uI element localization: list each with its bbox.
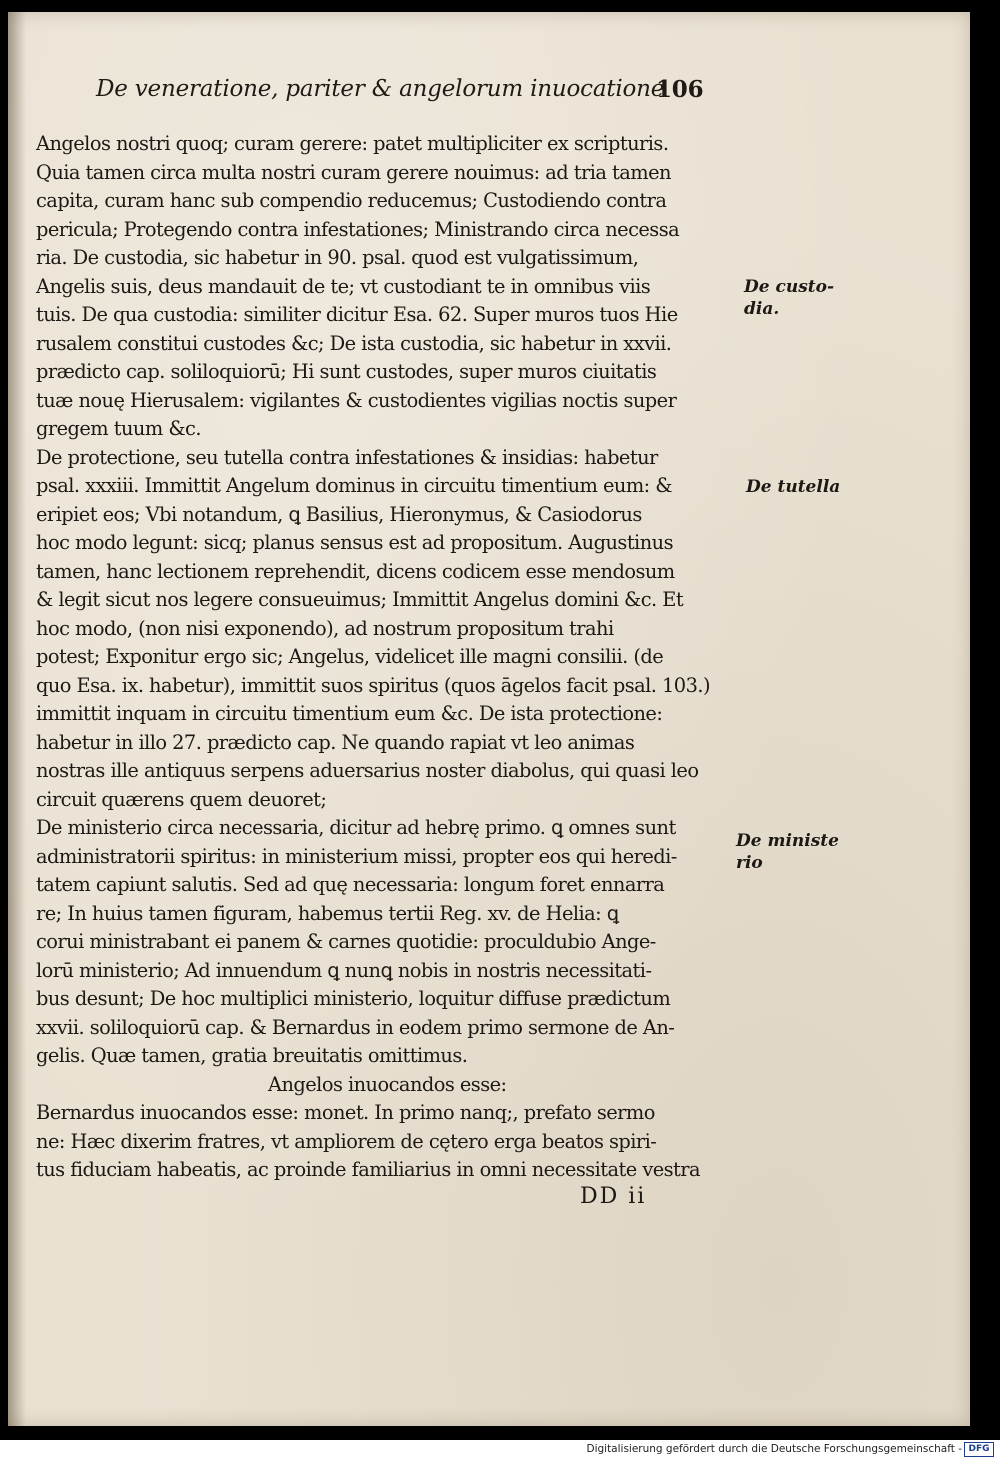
signature-mark: DD ii [580, 1184, 647, 1209]
text-line: ria. De custodia, sic habetur in 90. psal. quod est vulgatissimum, [36, 246, 639, 269]
text-line: xxvii. soliloquiorū cap. & Bernardus in eodem primo sermone de An- [36, 1015, 675, 1039]
text-line: psal. xxxiii. Immittit Angelum dominus in circuitu timentium eum: & [36, 474, 672, 497]
text-line: re; In huius tamen figuram, habemus tertii Reg. xv. de Helia: ꝗ [36, 901, 619, 925]
text-line: eripiet eos; Vbi notandum, ꝗ Basilius, Hieronymus, & Casiodorus [36, 502, 642, 526]
text-line: nostras ille antiquus serpens aduersarius noster diabolus, qui quasi leo [36, 759, 699, 782]
text-line: potest; Exponitur ergo sic; Angelus, videlicet ille magni consilii. (de [36, 645, 664, 668]
running-head [96, 76, 716, 102]
text-line: prædicto cap. soliloquiorū; Hi sunt custodes, super muros ciuitatis [36, 360, 657, 383]
text-line: Angelis suis, deus mandauit de te; vt custodiant te in omnibus viis [36, 274, 651, 298]
text-line: gelis. Quæ tamen, gratia breuitatis omittimus. [36, 1044, 468, 1067]
text-line: habetur in illo 27. prædicto cap. Ne quando rapiat vt leo animas [36, 730, 635, 754]
margin-note-custodia: De custo- dia. [744, 277, 835, 319]
text-line: capita, curam hanc sub compendio reducemus; Custodiendo contra [36, 189, 667, 212]
text-line: & legit sicut nos legere consueuimus; Immittit Angelus domini &c. Et [36, 588, 684, 611]
text-line: pericula; Protegendo contra infestationes; Ministrando circa necessa [36, 217, 680, 241]
text-line: hoc modo, (non nisi exponendo), ad nostrum propositum trahi [36, 616, 614, 640]
text-line: quo Esa. ix. habetur), immittit suos spiritus (quos āgelos facit psal. 103.) [36, 673, 710, 697]
margin-note-ministerio: De ministe rio [736, 831, 839, 873]
text-line: bus desunt; De hoc multiplici ministerio, loquitur diffuse prædictum [36, 987, 671, 1010]
text-line: Bernardus inuocandos esse: monet. In primo nanq;, prefato sermo [36, 1101, 655, 1124]
text-line: administratorii spiritus: in ministerium missi, propter eos qui heredi- [36, 844, 677, 868]
text-line: tatem capiunt salutis. Sed ad quę necessaria: longum foret ennarra [36, 873, 665, 896]
text-line: gregem tuum &c. [36, 417, 201, 440]
text-line: De ministerio circa necessaria, dicitur ad hebrę primo. ꝗ omnes sunt [36, 816, 676, 839]
text-line: corui ministrabant ei panem & carnes quotidie: proculdubio Ange- [36, 930, 656, 953]
text-line: circuit quærens quem deuoret; [36, 787, 327, 811]
text-line: immittit inquam in circuitu timentium eum &c. De ista protectione: [36, 702, 663, 725]
text-line: tuis. De qua custodia: similiter dicitur Esa. 62. Super muros tuos Hie [36, 303, 678, 326]
folio-number: 106 [656, 76, 704, 103]
gutter-shadow [8, 12, 26, 1426]
section-heading: Angelos inuocandos esse: [268, 1072, 507, 1096]
margin-note-tutella: De tutella [746, 477, 841, 497]
text-line: hoc modo legunt: sicq; planus sensus est ad propositum. Augustinus [36, 531, 673, 554]
text-line: tuæ nouę Hierusalem: vigilantes & custodientes vigilias noctis super [36, 388, 677, 412]
text-line: Quia tamen circa multa nostri curam gerere nouimus: ad tria tamen [36, 160, 671, 184]
text-line: rusalem constitui custodes &c; De ista custodia, sic habetur in xxvii. [36, 331, 672, 355]
text-line: lorū ministerio; Ad innuendum ꝗ nunꝗ nobis in nostris necessitati- [36, 958, 652, 982]
dfg-logo-icon: DFG [964, 1442, 994, 1457]
text-line: De protectione, seu tutella contra infestationes & insidias: habetur [36, 445, 658, 469]
text-line: tus fiduciam habeatis, ac proinde familiarius in omni necessitate vestra [36, 1158, 701, 1181]
text-line: Angelos nostri quoq; curam gerere: patet multipliciter ex scripturis. [36, 132, 669, 155]
footer-credit: Digitalisierung gefördert durch die Deutsche Forschungsgemeinschaft - [586, 1443, 962, 1455]
text-line: tamen, hanc lectionem reprehendit, dicens codicem esse mendosum [36, 559, 675, 583]
body-text [36, 130, 742, 1185]
text-line: ne: Hæc dixerim fratres, vt ampliorem de cętero erga beatos spiri- [36, 1129, 657, 1153]
running-title: De veneratione, pariter & angelorum inuocatione [96, 76, 665, 102]
